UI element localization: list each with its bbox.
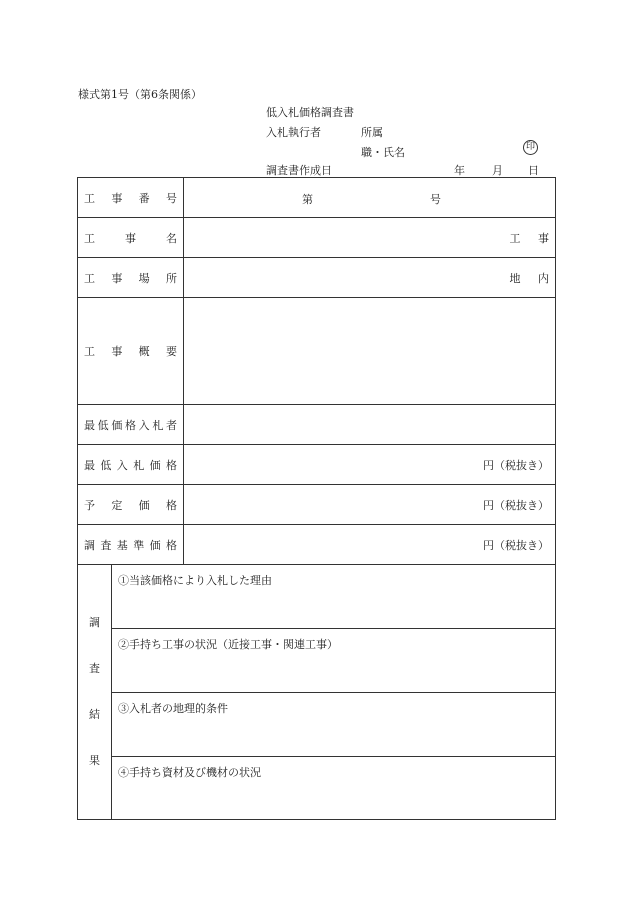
table-row: [78, 629, 556, 693]
table-row: [78, 757, 556, 820]
table-row: [78, 405, 556, 445]
result-item-geography[interactable]: ③入札者の地理的条件: [112, 693, 556, 757]
row-label-lowest-price: 最低入札価格: [78, 445, 184, 485]
table-row: [78, 178, 556, 218]
table-row: [78, 445, 556, 485]
row-label-koji-place: 工事場所: [78, 258, 184, 298]
month-label: 月: [492, 164, 503, 177]
result-item-reason[interactable]: ①当該価格により入札した理由: [112, 565, 556, 629]
investigation-form-table: [77, 177, 556, 820]
koji-place-field[interactable]: 地 内: [184, 258, 556, 298]
results-label-char: 調: [89, 616, 100, 629]
form-number-label: 様式第1号（第6条関係）: [78, 88, 202, 101]
base-price-field[interactable]: 円（税抜き）: [184, 525, 556, 565]
created-date-label: 調査書作成日: [266, 164, 332, 177]
table-row: [78, 693, 556, 757]
table-row: [78, 565, 556, 629]
row-label-planned-price: 予定価格: [78, 485, 184, 525]
row-label-lowest-bidder: 最低価格入札者: [78, 405, 184, 445]
results-label-char: 結: [89, 708, 100, 721]
row-label-koji-name: 工事名: [78, 218, 184, 258]
koji-summary-field[interactable]: [184, 298, 556, 405]
dai-label: 第: [302, 193, 313, 206]
lowest-price-field[interactable]: 円（税抜き）: [184, 445, 556, 485]
position-name-label: 職・氏名: [361, 146, 405, 159]
koji-name-field[interactable]: 工 事: [184, 218, 556, 258]
executor-label: 入札執行者: [266, 126, 321, 139]
lowest-bidder-field[interactable]: [184, 405, 556, 445]
document-title: 低入札価格調査書: [266, 106, 354, 119]
results-label-char: 査: [89, 662, 100, 675]
row-label-koji-summary: 工事概要: [78, 298, 184, 405]
table-row: [78, 258, 556, 298]
table-row: [78, 525, 556, 565]
row-label-base-price: 調査基準価格: [78, 525, 184, 565]
seal-icon: 印: [523, 140, 538, 155]
table-row: [78, 218, 556, 258]
koji-no-field[interactable]: [184, 178, 556, 218]
table-row: [78, 485, 556, 525]
row-label-koji-no: 工事番号: [78, 178, 184, 218]
day-label: 日: [528, 164, 539, 177]
table-row: [78, 298, 556, 405]
result-item-current-works[interactable]: ②手持ち工事の状況（近接工事・関連工事）: [112, 629, 556, 693]
result-item-materials[interactable]: ④手持ち資材及び機材の状況: [112, 757, 556, 820]
go-label: 号: [430, 193, 441, 206]
planned-price-field[interactable]: 円（税抜き）: [184, 485, 556, 525]
year-label: 年: [454, 164, 465, 177]
results-vertical-label: [78, 565, 112, 820]
results-label-char: 果: [89, 754, 100, 767]
affiliation-label: 所属: [361, 126, 383, 139]
